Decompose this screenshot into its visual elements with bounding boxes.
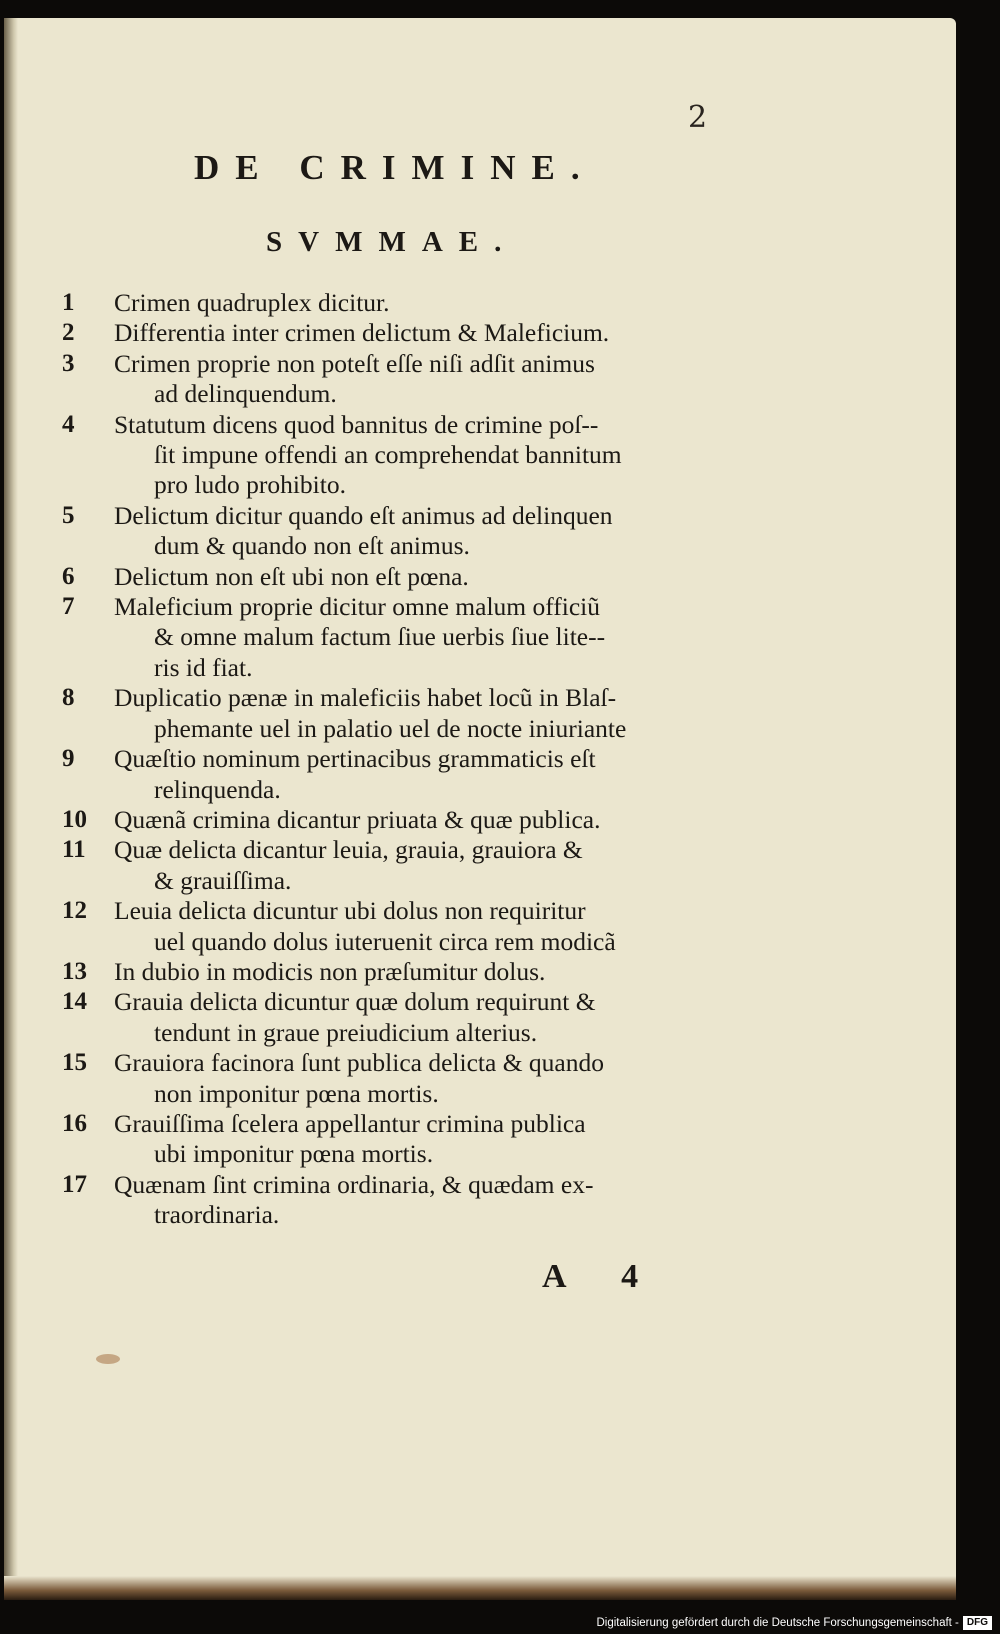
summary-entry [56, 896, 716, 957]
entry-number: 14 [62, 988, 87, 1016]
entry-line: Delictum non eſt ubi non eſt pœna. [114, 561, 469, 591]
entry-line: relinquenda. [154, 774, 281, 804]
section-title: SVMMAE. [266, 226, 518, 258]
book-page [4, 18, 956, 1600]
entry-text [114, 410, 716, 501]
entry-number: 1 [62, 289, 75, 316]
entry-number: 8 [62, 684, 75, 712]
entry-line: uel quando dolus iuteruenit circa rem modicã [154, 926, 616, 956]
entry-line: ris id fiat. [154, 652, 253, 682]
entry-number: 15 [62, 1049, 87, 1077]
entry-number: 6 [62, 562, 75, 590]
entry-text [114, 683, 716, 744]
entry-number: 9 [62, 745, 75, 773]
entry-line: Quæſtio nominum pertinacibus grammaticis eſt [114, 744, 596, 774]
entry-line: pro ludo prohibito. [154, 470, 346, 500]
summary-entry [56, 805, 716, 835]
entry-number: 4 [62, 410, 75, 438]
entry-line: Quænã crimina dicantur priuata & quæ publica. [114, 804, 601, 834]
entry-line: Maleficium proprie dicitur omne malum officiũ [114, 592, 601, 622]
entry-text [114, 987, 716, 1048]
entry-number: 16 [62, 1109, 87, 1137]
entry-line: Quænam ſint crimina ordinaria, & quædam ex- [114, 1169, 594, 1199]
entry-line: Differentia inter crimen delictum & Maleficium. [114, 318, 610, 348]
entry-line: Grauiſſima ſcelera appellantur crimina publica [114, 1108, 586, 1138]
entry-text [114, 562, 716, 592]
summary-entry [56, 957, 716, 987]
entry-line: Crimen proprie non poteſt eſſe niſi adſit animus [114, 348, 595, 378]
summary-entry [56, 501, 716, 562]
entry-text [114, 318, 716, 348]
page-corner-mark: 2 [688, 100, 708, 135]
entry-text [114, 805, 716, 835]
entry-line: & grauiſſima. [154, 865, 292, 895]
summary-entry [56, 1109, 716, 1170]
entry-number: 10 [62, 805, 87, 833]
entry-text [114, 744, 716, 805]
entry-line: Crimen quadruplex dicitur. [114, 288, 390, 317]
entry-line: Grauia delicta dicuntur quæ dolum requirunt & [114, 987, 596, 1017]
digitization-credit [596, 1616, 992, 1630]
entry-text [114, 1048, 716, 1109]
summary-entry [56, 835, 716, 896]
entry-line: In dubio in modicis non præſumitur dolus. [114, 956, 546, 986]
entry-line: & omne malum factum ſiue uerbis ſiue lite-- [154, 622, 606, 652]
entry-text [114, 957, 716, 987]
summary-entry [56, 987, 716, 1048]
entry-line: tendunt in graue preiudicium alterius. [154, 1017, 538, 1047]
entry-text [114, 349, 716, 410]
entry-line: ubi imponitur pœna mortis. [154, 1139, 434, 1169]
entry-line: ad delinquendum. [154, 379, 337, 409]
dfg-logo-icon: DFG [963, 1616, 992, 1630]
summary-entry [56, 318, 716, 348]
entry-line: Quæ delicta dicantur leuia, grauia, grauiora & [114, 835, 583, 865]
entry-number: 17 [62, 1170, 87, 1198]
running-head: DE CRIMINE. [194, 148, 596, 187]
entry-text [114, 288, 716, 318]
entry-text [114, 501, 716, 562]
entry-line: dum & quando non eſt animus. [154, 531, 470, 561]
credit-text: Digitalisierung gefördert durch die Deutsche Forschungsgemeinschaft - [596, 1617, 959, 1629]
entry-line: ſit impune offendi an comprehendat bannitum [154, 440, 622, 470]
summary-list [56, 288, 716, 1231]
signature-mark: A 4 [542, 1258, 663, 1295]
entry-line: phemante uel in palatio uel de nocte iniuriante [154, 713, 627, 743]
entry-line: Delictum dicitur quando eſt animus ad delinquen [114, 500, 613, 530]
summary-entry [56, 1048, 716, 1109]
entry-line: traordinaria. [154, 1200, 280, 1230]
entry-text [114, 896, 716, 957]
entry-number: 12 [62, 897, 87, 925]
page-gutter-shadow [4, 18, 18, 1600]
page-bottom-edge [4, 1576, 956, 1600]
entry-number: 5 [62, 501, 75, 529]
entry-text [114, 835, 716, 896]
entry-line: Leuia delicta dicuntur ubi dolus non requiritur [114, 896, 586, 926]
summary-entry [56, 349, 716, 410]
summary-entry [56, 744, 716, 805]
entry-line: Duplicatio pænæ in maleficiis habet locũ in Blaſ- [114, 683, 617, 713]
entry-number: 7 [62, 593, 75, 621]
summary-entry [56, 288, 716, 318]
summary-entry [56, 1170, 716, 1231]
entry-text [114, 1170, 716, 1231]
entry-text [114, 1109, 716, 1170]
summary-entry [56, 592, 716, 683]
summary-entry [56, 562, 716, 592]
entry-line: Grauiora facinora ſunt publica delicta & quando [114, 1048, 604, 1078]
entry-line: Statutum dicens quod bannitus de crimine poſ-- [114, 409, 599, 439]
entry-line: non imponitur pœna mortis. [154, 1078, 439, 1108]
entry-text [114, 592, 716, 683]
entry-number: 13 [62, 957, 87, 985]
entry-number: 3 [62, 349, 75, 377]
entry-number: 2 [62, 319, 75, 347]
summary-entry [56, 410, 716, 501]
summary-entry [56, 683, 716, 744]
paper-stain [96, 1354, 120, 1364]
entry-number: 11 [62, 836, 86, 864]
